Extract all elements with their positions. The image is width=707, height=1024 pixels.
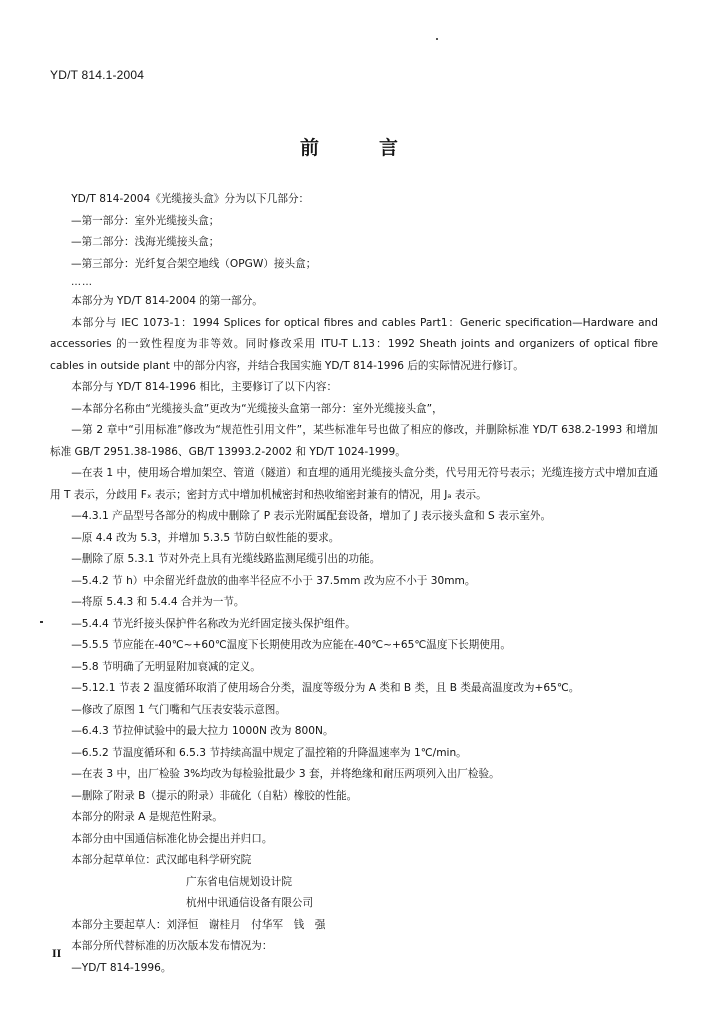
drafting-unit-3: 杭州中讯通信设备有限公司 — [186, 897, 314, 909]
change-item-5-5-5: —5.5.5 节应能在-40℃~+60℃温度下长期使用改为应能在-40℃~+65℃温度下长期使用。 — [71, 639, 512, 651]
page-number: II — [52, 946, 62, 960]
paragraph-this-part: 本部分为 YD/T 814-2004 的第一部分。 — [71, 295, 263, 307]
paragraph-drafting-units: 本部分起草单位：武汉邮电科学研究院 — [71, 854, 252, 866]
title-char-2: 言 — [379, 137, 399, 159]
change-item-name: —本部分名称由“光缆接头盒”更改为“光缆接头盒第一部分：室外光缆接头盒”， — [71, 402, 443, 415]
paragraph-parts-intro: YD/T 814-2004《光缆接头盒》分为以下几部分： — [71, 193, 310, 205]
change-item-4-3-1: —4.3.1 产品型号各部分的构成中删除了 P 表示光附属配套设备，增加了 J 表示接头盒和 S 表示室外。 — [71, 510, 552, 522]
scan-speck-top — [436, 38, 438, 40]
foreword-body — [50, 189, 658, 979]
title-char-1: 前 — [300, 137, 320, 159]
paragraph-annex-a: 本部分的附录 A 是规范性附录。 — [71, 811, 223, 823]
change-item-6-4-3: —6.4.3 节拉伸试验中的最大拉力 1000N 改为 800N。 — [71, 725, 334, 737]
paragraph-proposed-by: 本部分由中国通信标准化协会提出并归口。 — [71, 832, 273, 845]
change-item-5-3-1: —删除了原 5.3.1 节对外壳上具有光缆线路监测尾缆引出的功能。 — [71, 553, 381, 565]
change-item-merge: —将原 5.4.3 和 5.4.4 合并为一节。 — [71, 596, 245, 608]
paragraph-changes-intro: 本部分与 YD/T 814-1996 相比，主要修订了以下内容： — [71, 381, 338, 393]
list-item-part-3: —第三部分：光纤复合架空地线（OPGW）接头盒； — [71, 257, 317, 270]
paragraph-consistency: 本部分与 IEC 1073-1：1994 Splices for optical fibres and cables Part1：Generic specification—Hardware and accessories 的一致性程度为非等效。同时修改采用 ITU-T L.13：1992 Sheath joints and organizers of optical fibre cables in outside plant 中的部分内容，并结合我国实施 YD/T 814-1996 后的实际情况进行修订。 — [50, 316, 658, 372]
paragraph-history-intro: 本部分所代替标准的历次版本发布情况为： — [71, 940, 273, 952]
standard-code-header: YD/T 814.1-2004 — [50, 68, 145, 82]
change-item-annex-b: —删除了附录 B（提示的附录）非硫化（自粘）橡胶的性能。 — [71, 789, 358, 802]
paragraph-history-item: —YD/T 814-1996。 — [71, 961, 172, 974]
change-item-6-5-2: —6.5.2 节温度循环和 6.5.3 节持续高温中规定了温控箱的升降温速率为 1℃/min。 — [71, 746, 467, 759]
change-item-figure-1: —修改了原图 1 气门嘴和气压表安装示意图。 — [71, 703, 286, 716]
change-item-5-12-1: —5.12.1 节表 2 温度循环取消了使用场合分类，温度等级分为 A 类和 B 类，且 B 类最高温度改为+65℃。 — [71, 682, 580, 694]
change-item-references: —第 2 章中“引用标准”修改为“规范性引用文件”，某些标准年号也做了相应的修改，并删除标准 YD/T 638.2-1993 和增加标准 GB/T 2951.38-1986、GB/T 13993.2-2002 和 YD/T 1024-1999。 — [50, 424, 658, 458]
change-item-5-8: —5.8 节明确了无明显附加衰减的定义。 — [71, 660, 261, 673]
scan-speck — [40, 621, 43, 623]
list-item-part-2: —第二部分：浅海光缆接头盒； — [71, 236, 220, 248]
paragraph-drafters: 本部分主要起草人：刘泽恒 谢桂月 付华军 钱 强 — [71, 918, 326, 931]
change-item-table-1: —在表 1 中，使用场合增加架空、管道（隧道）和直埋的通用光缆接头盒分类，代号用无符号表示；光缆连接方式中增加直通用 T 表示，分歧用 Fₓ 表示；密封方式中增加机械密封和热收缩密封兼有的情况，用 Jₐ 表示。 — [50, 467, 658, 501]
drafting-unit-2: 广东省电信规划设计院 — [186, 875, 292, 888]
list-ellipsis: …… — [71, 277, 93, 288]
change-item-table-3: —在表 3 中，出厂检验 3%均改为每检验批最少 3 套，并将绝缘和耐压两项列入出厂检验。 — [71, 768, 500, 780]
page-title — [300, 133, 398, 160]
list-item-part-1: —第一部分：室外光缆接头盒； — [71, 214, 220, 227]
change-item-5-4-2: —5.4.2 节 h）中余留光纤盘放的曲率半径应不小于 37.5mm 改为应不小于 30mm。 — [71, 574, 476, 587]
change-item-5-4-4: —5.4.4 节光纤接头保护件名称改为光纤固定接头保护组件。 — [71, 617, 356, 630]
change-item-4-4: —原 4.4 改为 5.3，并增加 5.3.5 节防白蚁性能的要求。 — [71, 531, 340, 544]
